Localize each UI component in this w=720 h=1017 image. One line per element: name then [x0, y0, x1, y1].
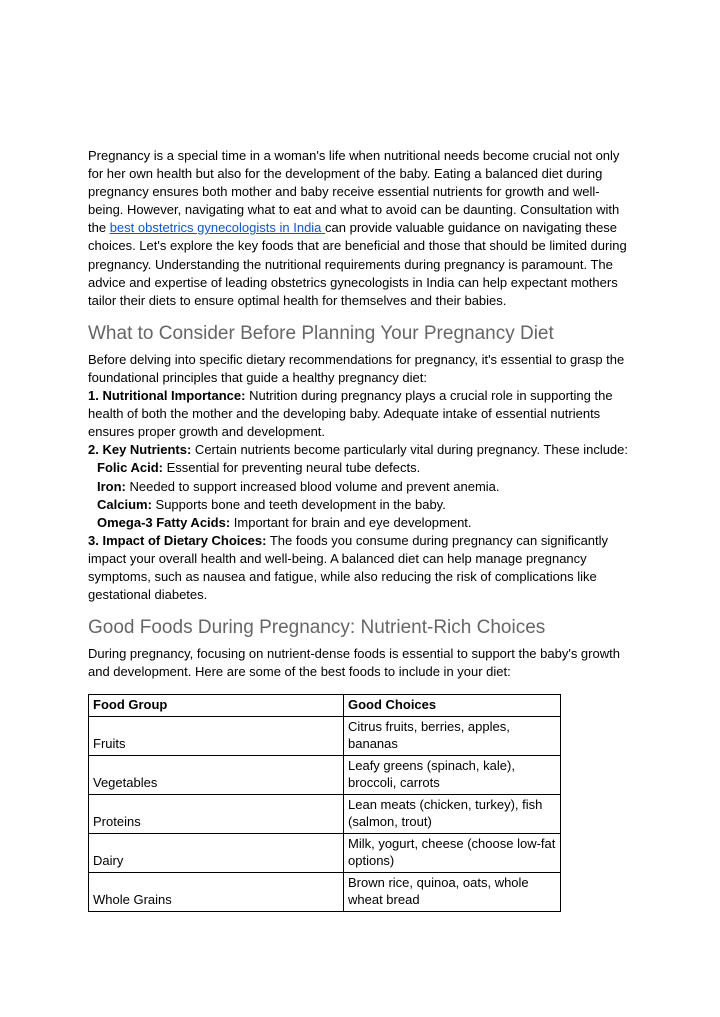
food-group-cell: Proteins: [89, 794, 344, 833]
nutrient-item-folic-acid: [97, 459, 632, 477]
good-choices-cell: Milk, yogurt, cheese (choose low-fat options): [344, 833, 561, 872]
table-header-row: [89, 695, 561, 717]
numbered-item-key-nutrients: [88, 441, 632, 459]
heading-what-to-consider: What to Consider Before Planning Your Pregnancy Diet: [88, 322, 554, 344]
nutrient-text: Essential for preventing neural tube defects.: [162, 460, 421, 476]
obstetrics-gynecologists-link[interactable]: best obstetrics gynecologists in India: [109, 220, 326, 236]
nutrient-label: Iron:: [97, 478, 126, 494]
nutrient-item-calcium: [97, 496, 632, 514]
nutrient-text: Needed to support increased blood volume and prevent anemia.: [125, 478, 500, 494]
good-foods-table: [88, 694, 561, 912]
item-1-label: 1. Nutritional Importance:: [88, 388, 246, 404]
table-header-food-group: Food Group: [89, 695, 344, 717]
table-row-whole-grains: [89, 872, 561, 911]
food-group-cell: Vegetables: [89, 755, 344, 794]
good-choices-cell: Brown rice, quinoa, oats, whole wheat bread: [344, 872, 561, 911]
good-choices-cell: Leafy greens (spinach, kale), broccoli, carrots: [344, 755, 561, 794]
food-group-cell: Dairy: [89, 833, 344, 872]
good-choices-cell: Lean meats (chicken, turkey), fish (salmon, trout): [344, 794, 561, 833]
table-row-proteins: [89, 794, 561, 833]
intro-paragraph: [88, 147, 632, 310]
heading-good-foods: Good Foods During Pregnancy: Nutrient-Rich Choices: [88, 617, 546, 639]
item-3-label: 3. Impact of Dietary Choices:: [88, 532, 267, 548]
item-3-text: The foods you consume during pregnancy can significantly impact your overall health and well-being. A balanced diet can help manage pregnancy symptoms, such as nausea and fatigue, while also reducing the risk of complications like gestational diabetes.: [88, 532, 609, 603]
nutrient-label: Folic Acid:: [97, 460, 163, 476]
item-2-label: 2. Key Nutrients:: [88, 442, 192, 458]
considerations-intro: Before delving into specific dietary recommendations for pregnancy, it's essential to grasp the foundational principles that guide a healthy pregnancy diet:: [88, 351, 625, 385]
nutrient-text: Important for brain and eye development.: [230, 514, 472, 530]
intro-text-after-link: can provide valuable guidance on navigating these choices. Let's explore the key foods that are beneficial and those that should be limited during pregnancy. Understanding the nutritional requirements during pregnancy is paramount. The advice and expertise of leading obstetrics gynecologists in India can help expectant mothers tailor their diets to ensure optimal health for themselves and their babies.: [88, 220, 627, 308]
item-1-text: Nutrition during pregnancy plays a crucial role in supporting the health of both the mother and the developing baby. Adequate intake of essential nutrients ensures proper growth and development.: [88, 388, 613, 440]
good-choices-cell: Citrus fruits, berries, apples, bananas: [344, 716, 561, 755]
nutrient-label: Omega-3 Fatty Acids:: [97, 514, 231, 530]
table-header-good-choices: Good Choices: [344, 695, 561, 717]
nutrient-item-omega-3: [97, 514, 632, 532]
nutrient-label: Calcium:: [97, 496, 152, 512]
table-row-dairy: [89, 833, 561, 872]
food-group-cell: Fruits: [89, 716, 344, 755]
intro-text-before-link: Pregnancy is a special time in a woman's life when nutritional needs become crucial not only for her own health but also for the development of the baby. Eating a balanced diet during pregnancy ensures both mother and baby receive essential nutrients for growth and well-being. However, navigating what to eat and what to avoid can be daunting. Consultation with the: [88, 148, 620, 236]
item-2-text: Certain nutrients become particularly vital during pregnancy. These include:: [191, 442, 629, 458]
numbered-item-dietary-choices: [88, 532, 632, 604]
food-group-cell: Whole Grains: [89, 872, 344, 911]
nutrient-item-iron: [97, 478, 632, 496]
table-row-fruits: [89, 716, 561, 755]
numbered-item-nutritional-importance: [88, 387, 632, 441]
nutrient-list: [97, 459, 632, 531]
table-row-vegetables: [89, 755, 561, 794]
good-foods-intro: During pregnancy, focusing on nutrient-dense foods is essential to support the baby's growth and development. Here are some of the best foods to include in your diet:: [88, 646, 620, 680]
nutrient-text: Supports bone and teeth development in the baby.: [151, 496, 446, 512]
